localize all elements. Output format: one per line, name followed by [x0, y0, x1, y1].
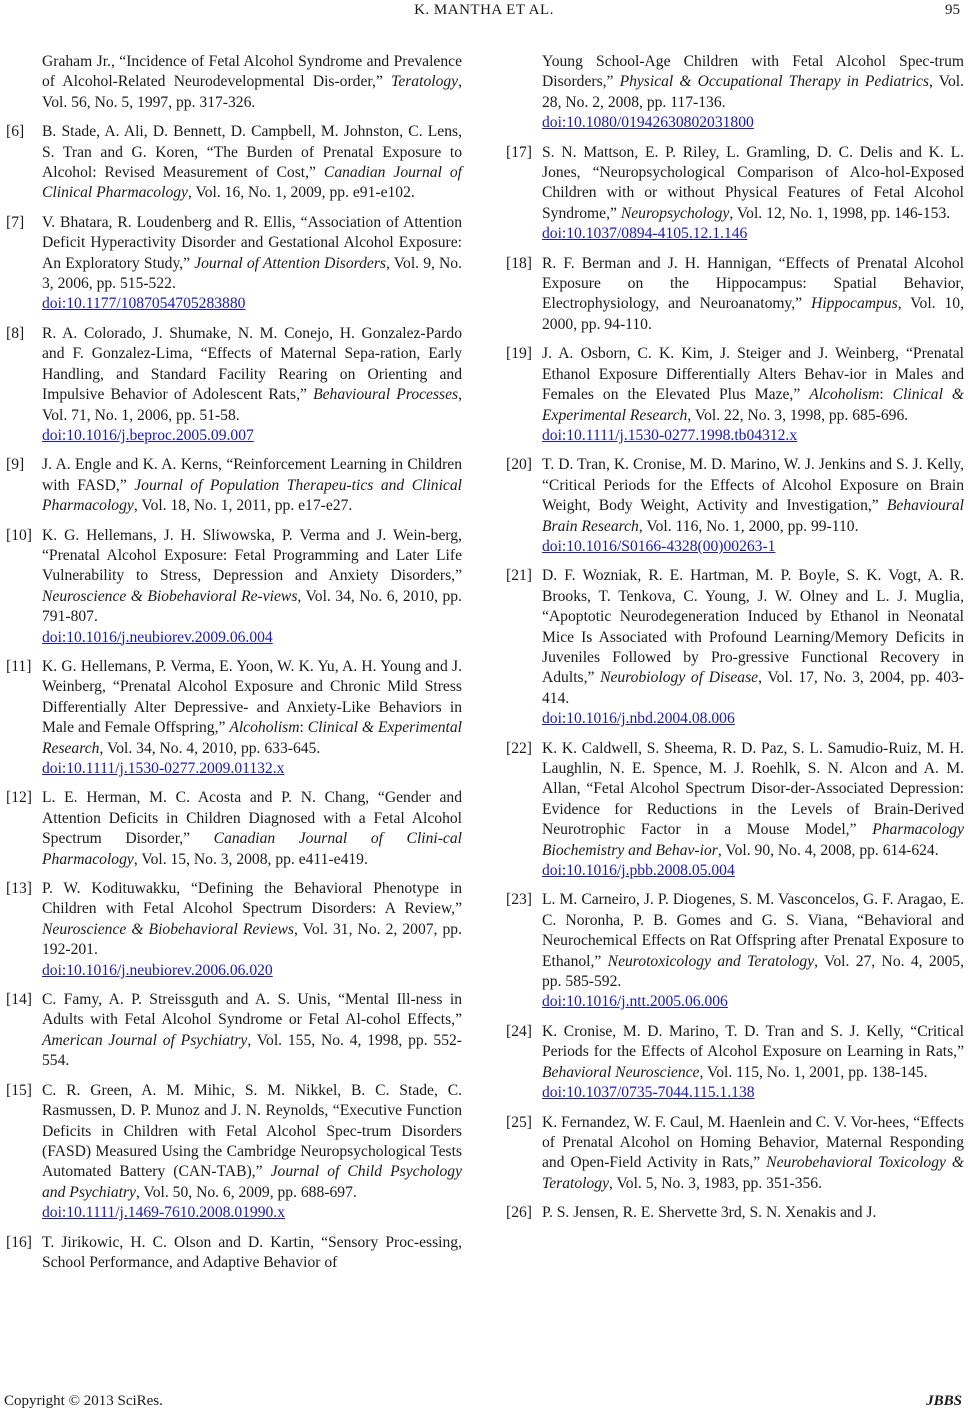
reference-number: [9]	[6, 456, 25, 474]
reference-number: [12]	[6, 789, 32, 807]
reference-text: B. Stade, A. Ali, D. Bennett, D. Campbell, M. Johnston, C. Lens, S. Tran and G. Koren, “The Burden of Prenatal Exposure to Alcohol: Revised Measurement of Cost,” Canadian Journal of Clinical Pharmacology, Vol. 16, No. 1, 2009, pp. e91-e102.	[42, 123, 463, 202]
reference-entry	[6, 324, 462, 446]
reference-text: T. D. Tran, K. Cronise, M. D. Marino, W. J. Jenkins and S. J. Kelly, “Critical Periods for the Effects of Alcohol Exposure on Brain Weight, Body Weight, Activity and Investigation,” Behavioural Brain Research, Vol. 116, No. 1, 2000, pp. 99-110.	[542, 456, 964, 535]
reference-text: K. G. Hellemans, J. H. Sliwowska, P. Verma and J. Wein-berg, “Prenatal Alcohol Exposure: Fetal Programming and Later Life Vulnerability to Stress, Depression and Anxiety Disorders,” Neuroscience & Biobehavioral Re-views, Vol. 34, No. 6, 2010, pp. 791-807.	[42, 526, 462, 626]
reference-number: [11]	[6, 657, 32, 675]
reference-text: P. S. Jensen, R. E. Shervette 3rd, S. N. Xenakis and J.	[542, 1204, 877, 1222]
doi-link[interactable]: doi:10.1111/j.1530-0277.2009.01132.x	[42, 760, 285, 777]
reference-entry	[6, 52, 462, 113]
reference-text: Graham Jr., “Incidence of Fetal Alcohol Syndrome and Prevalence of Alcohol-Related Neurodevelopmental Dis-order,” Teratology, Vol. 56, No. 5, 1997, pp. 317-326.	[42, 53, 462, 111]
reference-number: [23]	[506, 891, 532, 909]
reference-number: [26]	[506, 1204, 532, 1222]
reference-text: J. A. Engle and K. A. Kerns, “Reinforcement Learning in Children with FASD,” Journal of Population Therapeu-tics and Clinical Pharmacology, Vol. 18, No. 1, 2011, pp. e17-e27.	[42, 456, 462, 515]
reference-number: [22]	[506, 739, 532, 757]
reference-text: D. F. Wozniak, R. E. Hartman, M. P. Boyle, S. K. Vogt, A. R. Brooks, T. Tenkova, C. Young, J. W. Olney and L. J. Muglia, “Apoptotic Neurodegeneration Induced by Ethanol in Neonatal Mice Is Associated with Profound Learning/Memory Deficits in Juveniles Followed by Pro-gressive Functional Recovery in Adults,” Neurobiology of Disease, Vol. 17, No. 3, 2004, pp. 403-414.	[542, 567, 964, 707]
reference-entry	[506, 344, 964, 446]
reference-text: T. Jirikowic, H. C. Olson and D. Kartin, “Sensory Proc-essing, School Performance, and Adaptive Behavior of	[42, 1233, 462, 1271]
doi-link[interactable]: doi:10.1080/01942630802031800	[542, 114, 754, 132]
journal-abbreviation: JBBS	[926, 1393, 962, 1409]
reference-number: [8]	[6, 324, 25, 342]
reference-entry	[506, 455, 964, 557]
reference-text: P. W. Kodituwakku, “Defining the Behavioral Phenotype in Children with Fetal Alcohol Spectrum Disorders: A Review,” Neuroscience & Biobehavioral Reviews, Vol. 31, No. 2, 2007, pp. 192-201.	[42, 880, 463, 959]
reference-text: R. A. Colorado, J. Shumake, N. M. Conejo, H. Gonzalez-Pardo and F. Gonzalez-Lima, “Effects of Maternal Sepa-ration, Early Handling, and Standard Facility Rearing on Orienting and Impulsive Behavior of Adolescent Rats,” Behavioural Processes, Vol. 71, No. 1, 2006, pp. 51-58.	[42, 324, 462, 424]
reference-entry	[506, 143, 964, 245]
reference-entry	[506, 1203, 964, 1223]
left-column	[6, 52, 462, 1282]
reference-entry	[506, 739, 964, 882]
reference-entry	[6, 1233, 462, 1274]
reference-entry	[6, 455, 462, 516]
reference-number: [17]	[506, 143, 532, 161]
doi-link[interactable]: doi:10.1111/j.1530-0277.1998.tb04312.x	[542, 426, 798, 444]
reference-text: K. K. Caldwell, S. Sheema, R. D. Paz, S. L. Samudio-Ruiz, M. H. Laughlin, N. E. Spence, M. J. Roehlk, S. N. Alcon and A. M. Allan, “Fetal Alcohol Spectrum Disor-der-Associated Depression: Evidence for Reductions in the Levels of Brain-Derived Neurotrophic Factor in a Mouse Model,” Pharmacology Biochemistry and Behav-ior, Vol. 90, No. 4, 2008, pp. 614-624.	[542, 739, 964, 859]
reference-number: [7]	[6, 213, 25, 231]
reference-entry	[506, 1113, 964, 1195]
reference-number: [16]	[6, 1233, 32, 1251]
reference-entry	[6, 879, 462, 981]
page-footer	[0, 1393, 968, 1413]
reference-number: [10]	[6, 526, 32, 544]
doi-link[interactable]: doi:10.1016/S0166-4328(00)00263-1	[542, 537, 776, 555]
reference-text: V. Bhatara, R. Loudenberg and R. Ellis, “Association of Attention Deficit Hyperactivity Disorder and Gestational Alcohol Exposure: An Exploratory Study,” Journal of Attention Disorders, Vol. 9, No. 3, 2006, pp. 515-522.	[42, 213, 463, 293]
reference-entry	[506, 890, 964, 1012]
reference-entry	[506, 1022, 964, 1104]
reference-text: R. F. Berman and J. H. Hannigan, “Effects of Prenatal Alcohol Exposure on the Hippocampus: Spatial Behavior, Electrophysiology, and Neuroanatomy,” Hippocampus, Vol. 10, 2000, pp. 94-110.	[542, 254, 964, 333]
reference-text: K. G. Hellemans, P. Verma, E. Yoon, W. K. Yu, A. H. Young and J. Weinberg, “Prenatal Alcohol Exposure and Chronic Mild Stress Differentially Alter Depressive- and Anxiety-Like Behaviors in Male and Female Offspring,” Alcoholism: Clinical & Experimental Research, Vol. 34, No. 4, 2010, pp. 633-645.	[42, 657, 462, 757]
doi-link[interactable]: doi:10.1016/j.neubiorev.2006.06.020	[42, 961, 273, 979]
reference-number: [21]	[506, 567, 532, 585]
reference-number: [6]	[6, 123, 25, 141]
copyright-notice: Copyright © 2013 SciRes.	[4, 1393, 163, 1409]
reference-entry	[6, 213, 462, 315]
reference-number: [13]	[6, 880, 32, 898]
reference-entry	[506, 254, 964, 336]
doi-link[interactable]: doi:10.1037/0735-7044.115.1.138	[542, 1084, 755, 1102]
reference-text: C. R. Green, A. M. Mihic, S. M. Nikkel, B. C. Stade, C. Rasmussen, D. P. Munoz and J. N. Reynolds, “Executive Function Deficits in Children with Fetal Alcohol Spec-trum Disorders (FASD) Measured Using the Cambridge Neuropsychological Tests Automated Battery (CAN-TAB),” Journal of Child Psychology and Psychiatry, Vol. 50, No. 6, 2009, pp. 688-697.	[42, 1081, 462, 1201]
reference-entry	[6, 122, 462, 204]
doi-link[interactable]: doi:10.1037/0894-4105.12.1.146	[542, 225, 748, 243]
reference-entry	[6, 1081, 462, 1224]
reference-text: C. Famy, A. P. Streissguth and A. S. Unis, “Mental Ill-ness in Adults with Fetal Alcohol Syndrome or Fetal Al-cohol Effects,” American Journal of Psychiatry, Vol. 155, No. 4, 1998, pp. 552-554.	[42, 991, 462, 1070]
doi-link[interactable]: doi:10.1016/j.beproc.2005.09.007	[42, 426, 254, 444]
reference-number: [20]	[506, 456, 532, 474]
reference-text: K. Cronise, M. D. Marino, T. D. Tran and S. J. Kelly, “Critical Periods for the Effects of Alcohol Exposure on Learning in Rats,” Behavioral Neuroscience, Vol. 115, No. 1, 2001, pp. 138-145.	[542, 1022, 964, 1081]
reference-text: J. A. Osborn, C. K. Kim, J. Steiger and J. Weinberg, “Prenatal Ethanol Exposure Differentially Alters Behav-ior in Males and Females on the Elevated Plus Maze,” Alcoholism: Clinical & Experimental Research, Vol. 22, No. 3, 1998, pp. 685-696.	[542, 345, 964, 424]
reference-number: [14]	[6, 991, 32, 1009]
reference-text: L. M. Carneiro, J. P. Diogenes, S. M. Vasconcelos, G. F. Aragao, E. C. Noronha, P. B. Gomes and G. S. Viana, “Behavioral and Neurochemical Effects on Rat Offspring after Prenatal Exposure to Ethanol,” Neurotoxicology and Teratology, Vol. 27, No. 4, 2005, pp. 585-592.	[542, 891, 964, 991]
page-header	[0, 0, 968, 22]
page-number: 95	[945, 2, 960, 18]
reference-number: [18]	[506, 254, 532, 272]
reference-number: [24]	[506, 1022, 532, 1040]
doi-link[interactable]: doi:10.1111/j.1469-7610.2008.01990.x	[42, 1204, 285, 1222]
reference-entry	[6, 788, 462, 870]
doi-link[interactable]: doi:10.1016/j.ntt.2005.06.006	[542, 993, 728, 1011]
reference-number: [19]	[506, 345, 532, 363]
reference-text: S. N. Mattson, E. P. Riley, L. Gramling, D. C. Delis and K. L. Jones, “Neuropsychological Comparison of Alco-hol-Exposed Children with or without Physical Features of Fetal Alcohol Syndrome,” Neuropsychology, Vol. 12, No. 1, 1998, pp. 146-153.	[542, 143, 964, 222]
reference-entry	[6, 657, 462, 779]
doi-link[interactable]: doi:10.1016/j.nbd.2004.08.006	[542, 710, 735, 728]
reference-text: K. Fernandez, W. F. Caul, M. Haenlein and C. V. Vor-hees, “Effects of Prenatal Alcohol on Homing Behavior, Maternal Responding and Open-Field Activity in Rats,” Neurobehavioral Toxicology & Teratology, Vol. 5, No. 3, 1983, pp. 351-356.	[542, 1113, 965, 1192]
reference-entry	[6, 990, 462, 1072]
running-head: K. MANTHA ET AL.	[414, 2, 554, 18]
doi-link[interactable]: doi:10.1177/1087054705283880	[42, 295, 246, 313]
doi-link[interactable]: doi:10.1016/j.neubiorev.2009.06.004	[42, 628, 273, 646]
reference-entry	[6, 526, 462, 648]
reference-text: L. E. Herman, M. C. Acosta and P. N. Chang, “Gender and Attention Deficits in Children Diagnosed with a Fetal Alcohol Spectrum Disorder,” Canadian Journal of Clini-cal Pharmacology, Vol. 15, No. 3, 2008, pp. e411-e419.	[42, 789, 462, 868]
doi-link[interactable]: doi:10.1016/j.pbb.2008.05.004	[542, 862, 735, 880]
reference-entry	[506, 566, 964, 729]
reference-text: Young School-Age Children with Fetal Alcohol Spec-trum Disorders,” Physical & Occupational Therapy in Pediatrics, Vol. 28, No. 2, 2008, pp. 117-136.	[542, 53, 964, 111]
reference-entry	[506, 52, 964, 134]
right-column	[506, 52, 964, 1233]
reference-number: [25]	[506, 1113, 532, 1131]
reference-number: [15]	[6, 1081, 32, 1099]
